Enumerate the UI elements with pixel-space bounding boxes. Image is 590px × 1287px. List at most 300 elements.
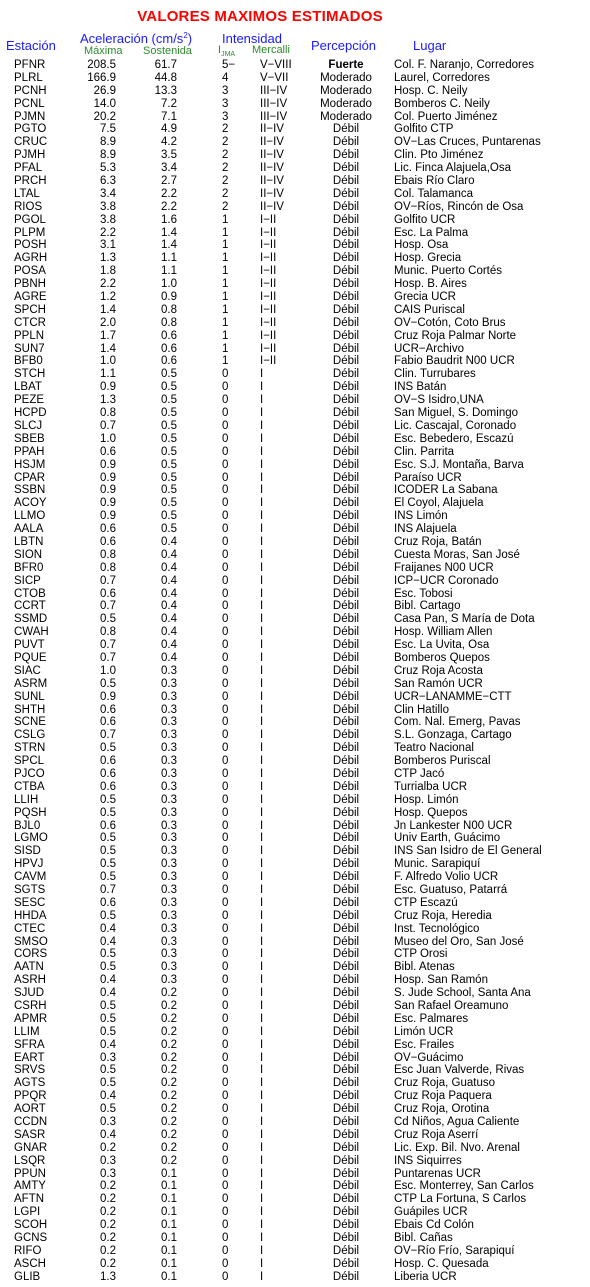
sustained-accel-cell: 0.3 — [161, 935, 177, 948]
station-cell: ACOY — [14, 497, 47, 510]
mercalli-cell: I — [260, 780, 264, 793]
sustained-accel-cell: 0.5 — [161, 458, 177, 471]
location-cell: Bibl. Atenas — [394, 961, 455, 974]
mercalli-cell: I — [260, 755, 264, 768]
station-cell: PJMH — [14, 149, 46, 162]
max-accel-cell: 0.5 — [100, 613, 116, 626]
sustained-accel-cell: 0.2 — [161, 1000, 177, 1013]
ijma-cell: 0 — [222, 1167, 229, 1180]
ijma-cell: 0 — [222, 948, 229, 961]
table-row — [0, 459, 590, 472]
ijma-cell: 1 — [222, 239, 229, 252]
perception-cell: Débil — [332, 1038, 360, 1051]
station-cell: PPQR — [14, 1090, 47, 1103]
perception-cell: Débil — [332, 329, 360, 342]
mercalli-cell: I — [260, 600, 264, 613]
sustained-accel-cell: 0.5 — [161, 484, 177, 497]
table-row — [0, 1142, 590, 1155]
sustained-accel-cell: 0.5 — [161, 497, 177, 510]
mercalli-cell: I — [260, 767, 264, 780]
station-cell: LLIM — [14, 1025, 40, 1038]
table-row — [0, 188, 590, 201]
mercalli-cell: I−II — [260, 265, 277, 278]
sustained-accel-cell: 0.8 — [161, 316, 177, 329]
location-cell: El Coyol, Alajuela — [394, 497, 484, 510]
sustained-accel-cell: 0.5 — [161, 523, 177, 536]
table-row — [0, 1245, 590, 1258]
mercalli-cell: I — [260, 497, 264, 510]
max-accel-cell: 0.5 — [100, 1025, 116, 1038]
mercalli-cell: I — [260, 458, 264, 471]
perception-cell: Moderado — [320, 84, 372, 97]
sustained-accel-cell: 0.2 — [161, 1128, 177, 1141]
location-cell: CTP Jacó — [394, 767, 445, 780]
table-row — [0, 1077, 590, 1090]
location-cell: Liberia UCR — [394, 1270, 457, 1283]
station-cell: GCNS — [14, 1232, 48, 1245]
station-cell: PRCH — [14, 175, 47, 188]
perception-cell: Débil — [332, 510, 360, 523]
station-cell: LSQR — [14, 1154, 46, 1167]
max-accel-cell: 2.0 — [100, 316, 116, 329]
table-row — [0, 1090, 590, 1103]
mercalli-cell: V−VIII — [260, 59, 292, 71]
station-cell: CRUC — [14, 136, 48, 149]
ijma-cell: 0 — [222, 896, 229, 909]
location-cell: Lic. Cascajal, Coronado — [394, 419, 517, 432]
perception-cell: Débil — [332, 987, 360, 1000]
table-row — [0, 832, 590, 845]
table-row — [0, 484, 590, 497]
table-row — [0, 136, 590, 149]
sustained-accel-cell: 0.1 — [161, 1219, 177, 1232]
perception-cell: Débil — [332, 613, 360, 626]
sustained-accel-cell: 0.4 — [161, 574, 177, 587]
sustained-accel-cell: 0.8 — [161, 303, 177, 316]
mercalli-cell: I−II — [260, 329, 277, 342]
ijma-cell: 0 — [222, 626, 229, 639]
station-cell: POSH — [14, 239, 47, 252]
max-accel-cell: 0.7 — [100, 574, 116, 587]
location-cell: INS Batán — [394, 381, 447, 394]
sustained-accel-cell: 0.4 — [161, 613, 177, 626]
ijma-cell: 1 — [222, 265, 229, 278]
perception-cell: Débil — [332, 1012, 360, 1025]
mercalli-cell: I — [260, 523, 264, 536]
max-accel-cell: 8.9 — [100, 136, 116, 149]
station-cell: PEZE — [14, 394, 45, 407]
table-row — [0, 639, 590, 652]
location-cell: Bibl. Cañas — [394, 1232, 453, 1245]
perception-cell: Débil — [332, 626, 360, 639]
mercalli-cell: I — [260, 561, 264, 574]
perception-cell: Débil — [332, 497, 360, 510]
perception-cell: Débil — [332, 574, 360, 587]
perception-cell: Débil — [332, 1193, 360, 1206]
table-row — [0, 781, 590, 794]
location-cell: CAIS Puriscal — [394, 303, 465, 316]
station-cell: APMR — [14, 1012, 48, 1025]
table-row — [0, 355, 590, 368]
mercalli-cell: I — [260, 1116, 264, 1129]
station-cell: SISD — [14, 845, 41, 858]
sustained-accel-cell: 0.4 — [161, 535, 177, 548]
perception-cell: Débil — [332, 832, 360, 845]
station-cell: AGTS — [14, 1077, 46, 1090]
mercalli-cell: II−IV — [260, 149, 284, 162]
perception-cell: Débil — [332, 664, 360, 677]
perception-cell: Débil — [332, 535, 360, 548]
max-accel-cell: 0.2 — [100, 1219, 116, 1232]
ijma-cell: 2 — [222, 123, 229, 136]
table-row — [0, 768, 590, 781]
sustained-accel-cell: 1.1 — [161, 252, 177, 265]
table-row — [0, 85, 590, 98]
stations-table — [0, 59, 590, 1284]
max-accel-cell: 0.3 — [100, 1051, 116, 1064]
ijma-cell: 0 — [222, 381, 229, 394]
ijma-cell: 0 — [222, 561, 229, 574]
mercalli-cell: II−IV — [260, 175, 284, 188]
perception-cell: Débil — [332, 252, 360, 265]
station-cell: AORT — [14, 1103, 46, 1116]
perception-cell: Débil — [332, 419, 360, 432]
max-accel-cell: 0.5 — [100, 948, 116, 961]
location-cell: Ebais Cd Colón — [394, 1219, 474, 1232]
perception-cell: Débil — [332, 303, 360, 316]
table-row — [0, 704, 590, 717]
max-accel-cell: 0.9 — [100, 471, 116, 484]
station-cell: AGRE — [14, 291, 47, 304]
location-cell: Paraíso UCR — [394, 471, 462, 484]
table-row — [0, 755, 590, 768]
max-accel-cell: 0.3 — [100, 1116, 116, 1129]
max-accel-cell: 3.1 — [100, 239, 116, 252]
sustained-accel-cell: 0.1 — [161, 1167, 177, 1180]
location-cell: INS Alajuela — [394, 523, 457, 536]
max-accel-cell: 0.5 — [100, 677, 116, 690]
station-cell: POSA — [14, 265, 46, 278]
location-cell: San Miguel, S. Domingo — [394, 407, 519, 420]
sustained-accel-cell: 0.1 — [161, 1257, 177, 1270]
max-accel-cell: 0.6 — [100, 780, 116, 793]
station-cell: SUN7 — [14, 342, 45, 355]
table-row — [0, 343, 590, 356]
perception-cell: Débil — [332, 1025, 360, 1038]
perception-cell: Débil — [332, 123, 360, 136]
max-accel-cell: 20.2 — [93, 110, 116, 123]
ijma-cell: 0 — [222, 1103, 229, 1116]
perception-cell: Débil — [332, 561, 360, 574]
max-accel-cell: 0.6 — [100, 703, 116, 716]
table-row — [0, 381, 590, 394]
sustained-accel-cell: 0.3 — [161, 664, 177, 677]
location-cell: Bibl. Cartago — [394, 600, 461, 613]
sustained-accel-cell: 0.3 — [161, 974, 177, 987]
table-row — [0, 820, 590, 833]
table-row — [0, 227, 590, 240]
ijma-cell: 2 — [222, 162, 229, 175]
location-cell: Col. F. Naranjo, Corredores — [394, 59, 534, 71]
max-accel-cell: 0.7 — [100, 729, 116, 742]
mercalli-cell: I — [260, 1193, 264, 1206]
location-cell: Hosp. B. Aires — [394, 278, 467, 291]
sustained-accel-cell: 0.5 — [161, 432, 177, 445]
location-cell: Cruz Roja Aserrí — [394, 1128, 479, 1141]
mercalli-cell: I — [260, 419, 264, 432]
table-row — [0, 59, 590, 72]
station-cell: CORS — [14, 948, 48, 961]
sustained-accel-cell: 0.3 — [161, 961, 177, 974]
table-row — [0, 987, 590, 1000]
ijma-cell: 0 — [222, 458, 229, 471]
mercalli-cell: I — [260, 858, 264, 871]
mercalli-cell: I — [260, 1180, 264, 1193]
mercalli-cell: I — [260, 987, 264, 1000]
location-cell: OV−Guácimo — [394, 1051, 464, 1064]
max-accel-cell: 0.2 — [100, 1141, 116, 1154]
location-cell: Univ Earth, Guácimo — [394, 832, 501, 845]
max-accel-cell: 0.5 — [100, 832, 116, 845]
max-accel-cell: 0.6 — [100, 755, 116, 768]
mercalli-cell: I — [260, 639, 264, 652]
sustained-accel-cell: 0.2 — [161, 1051, 177, 1064]
max-accel-cell: 0.9 — [100, 381, 116, 394]
max-accel-cell: 0.9 — [100, 497, 116, 510]
location-cell: Esc. Palmares — [394, 1012, 469, 1025]
location-cell: Esc. S.J. Montaña, Barva — [394, 458, 524, 471]
mercalli-cell: I — [260, 832, 264, 845]
mercalli-cell: I — [260, 690, 264, 703]
location-cell: CTP La Fortuna, S Carlos — [394, 1193, 527, 1206]
table-row — [0, 523, 590, 536]
table-row — [0, 214, 590, 227]
mercalli-cell: I — [260, 548, 264, 561]
table-row — [0, 446, 590, 459]
max-accel-cell: 0.7 — [100, 651, 116, 664]
location-cell: Hosp. Grecia — [394, 252, 462, 265]
sustained-accel-cell: 0.3 — [161, 858, 177, 871]
mercalli-cell: I — [260, 703, 264, 716]
mercalli-cell: I — [260, 1064, 264, 1077]
location-cell: Bomberos C. Neily — [394, 97, 490, 110]
mercalli-cell: I−II — [260, 239, 277, 252]
mercalli-cell: I — [260, 742, 264, 755]
max-accel-cell: 0.5 — [100, 961, 116, 974]
station-cell: PFNR — [14, 59, 46, 71]
table-row — [0, 562, 590, 575]
table-row — [0, 149, 590, 162]
perception-cell: Débil — [332, 845, 360, 858]
location-cell: OV−Las Cruces, Puntarenas — [394, 136, 541, 149]
station-cell: ASCH — [14, 1257, 46, 1270]
sustained-accel-cell: 44.8 — [154, 71, 177, 84]
location-cell: CTP Orosi — [394, 948, 448, 961]
table-row — [0, 368, 590, 381]
station-cell: SION — [14, 548, 43, 561]
mercalli-cell: I — [260, 922, 264, 935]
max-accel-cell: 0.5 — [100, 845, 116, 858]
table-row — [0, 1168, 590, 1181]
ijma-cell: 0 — [222, 639, 229, 652]
ijma-cell: 0 — [222, 497, 229, 510]
perception-cell: Débil — [332, 213, 360, 226]
mercalli-cell: I — [260, 381, 264, 394]
station-cell: BFR0 — [14, 561, 44, 574]
max-accel-cell: 166.9 — [87, 71, 116, 84]
sustained-accel-cell: 0.1 — [161, 1232, 177, 1245]
max-accel-cell: 0.8 — [100, 626, 116, 639]
mercalli-cell: I — [260, 1038, 264, 1051]
station-cell: LLIH — [14, 793, 39, 806]
station-cell: PUVT — [14, 639, 45, 652]
sustained-accel-cell: 0.3 — [161, 832, 177, 845]
table-row — [0, 1258, 590, 1271]
location-cell: Esc. Frailes — [394, 1038, 455, 1051]
ijma-cell: 1 — [222, 213, 229, 226]
perception-cell: Débil — [332, 780, 360, 793]
sustained-accel-cell: 3.5 — [161, 149, 177, 162]
table-row — [0, 265, 590, 278]
station-cell: CSLG — [14, 729, 46, 742]
ijma-cell: 0 — [222, 793, 229, 806]
ijma-cell: 1 — [222, 316, 229, 329]
perception-cell: Débil — [332, 394, 360, 407]
location-cell: Esc. Monterrey, San Carlos — [394, 1180, 534, 1193]
perception-cell: Débil — [332, 909, 360, 922]
sustained-accel-cell: 13.3 — [154, 84, 177, 97]
station-cell: STCH — [14, 368, 46, 381]
station-cell: EART — [14, 1051, 45, 1064]
table-row — [0, 549, 590, 562]
mercalli-cell: I — [260, 845, 264, 858]
location-cell: Hosp. San Ramón — [394, 974, 488, 987]
mercalli-cell: I — [260, 1167, 264, 1180]
perception-cell: Moderado — [320, 110, 372, 123]
max-accel-cell: 1.1 — [100, 368, 116, 381]
ijma-cell: 0 — [222, 600, 229, 613]
sustained-accel-cell: 1.1 — [161, 265, 177, 278]
mercalli-cell: I — [260, 677, 264, 690]
mercalli-cell: I — [260, 909, 264, 922]
perception-cell: Débil — [332, 226, 360, 239]
station-cell: LTAL — [14, 187, 40, 200]
max-accel-cell: 0.3 — [100, 1167, 116, 1180]
perception-cell: Débil — [332, 149, 360, 162]
perception-cell: Débil — [332, 200, 360, 213]
max-accel-cell: 1.3 — [100, 394, 116, 407]
mercalli-cell: I−II — [260, 291, 277, 304]
table-row — [0, 923, 590, 936]
table-row — [0, 304, 590, 317]
station-cell: PLRL — [14, 71, 43, 84]
max-accel-cell: 0.6 — [100, 819, 116, 832]
location-cell: Col. Puerto Jiménez — [394, 110, 498, 123]
sustained-accel-cell: 1.4 — [161, 239, 177, 252]
station-cell: SJUD — [14, 987, 45, 1000]
location-cell: S. Jude School, Santa Ana — [394, 987, 531, 1000]
header-percepcion: Percepción — [311, 38, 377, 53]
sustained-accel-cell: 0.3 — [161, 871, 177, 884]
sustained-accel-cell: 0.2 — [161, 1116, 177, 1129]
sustained-accel-cell: 0.3 — [161, 780, 177, 793]
station-cell: ASRH — [14, 974, 46, 987]
max-accel-cell: 0.8 — [100, 407, 116, 420]
table-row — [0, 845, 590, 858]
location-cell: Esc. Bebedero, Escazú — [394, 432, 514, 445]
max-accel-cell: 1.0 — [100, 355, 116, 368]
max-accel-cell: 0.5 — [100, 806, 116, 819]
ijma-cell: 0 — [222, 1025, 229, 1038]
table-row — [0, 1219, 590, 1232]
location-cell: Cd Niños, Agua Caliente — [394, 1116, 520, 1129]
location-cell: Col. Talamanca — [394, 187, 474, 200]
max-accel-cell: 0.5 — [100, 871, 116, 884]
perception-cell: Débil — [332, 265, 360, 278]
table-row — [0, 394, 590, 407]
header-ijma-sub: JMA — [221, 51, 236, 58]
station-cell: SBEB — [14, 432, 45, 445]
sustained-accel-cell: 0.3 — [161, 896, 177, 909]
location-cell: INS San Isidro de El General — [394, 845, 542, 858]
location-cell: Teatro Nacional — [394, 742, 474, 755]
perception-cell: Débil — [332, 1167, 360, 1180]
station-cell: PPAH — [14, 445, 45, 458]
sustained-accel-cell: 0.2 — [161, 1038, 177, 1051]
table-row — [0, 1064, 590, 1077]
ijma-cell: 0 — [222, 677, 229, 690]
sustained-accel-cell: 0.2 — [161, 1025, 177, 1038]
ijma-cell: 2 — [222, 136, 229, 149]
mercalli-cell: I — [260, 935, 264, 948]
perception-cell: Débil — [332, 974, 360, 987]
perception-cell: Débil — [332, 316, 360, 329]
max-accel-cell: 0.4 — [100, 974, 116, 987]
ijma-cell: 0 — [222, 780, 229, 793]
mercalli-cell: I — [260, 729, 264, 742]
table-row — [0, 252, 590, 265]
perception-cell: Débil — [332, 432, 360, 445]
location-cell: Bomberos Puriscal — [394, 755, 491, 768]
sustained-accel-cell: 0.2 — [161, 1103, 177, 1116]
perception-cell: Débil — [332, 1232, 360, 1245]
station-cell: CTOB — [14, 587, 46, 600]
station-cell: CTCR — [14, 316, 46, 329]
perception-cell: Débil — [332, 1116, 360, 1129]
mercalli-cell: I — [260, 974, 264, 987]
location-cell: Lic. Finca Alajuela,Osa — [394, 162, 511, 175]
max-accel-cell: 1.4 — [100, 303, 116, 316]
ijma-cell: 0 — [222, 535, 229, 548]
mercalli-cell: I — [260, 1244, 264, 1257]
station-cell: LLMO — [14, 510, 46, 523]
max-accel-cell: 208.5 — [87, 59, 116, 71]
sustained-accel-cell: 0.2 — [161, 1064, 177, 1077]
table-row — [0, 742, 590, 755]
station-cell: SCNE — [14, 716, 46, 729]
perception-cell: Débil — [332, 1051, 360, 1064]
ijma-cell: 0 — [222, 871, 229, 884]
max-accel-cell: 0.5 — [100, 1012, 116, 1025]
perception-cell: Débil — [332, 716, 360, 729]
perception-cell: Débil — [332, 523, 360, 536]
mercalli-cell: II−IV — [260, 136, 284, 149]
max-accel-cell: 0.5 — [100, 793, 116, 806]
table-row — [0, 1193, 590, 1206]
mercalli-cell: II−IV — [260, 162, 284, 175]
table-row — [0, 936, 590, 949]
location-cell: Cruz Roja Paquera — [394, 1090, 492, 1103]
